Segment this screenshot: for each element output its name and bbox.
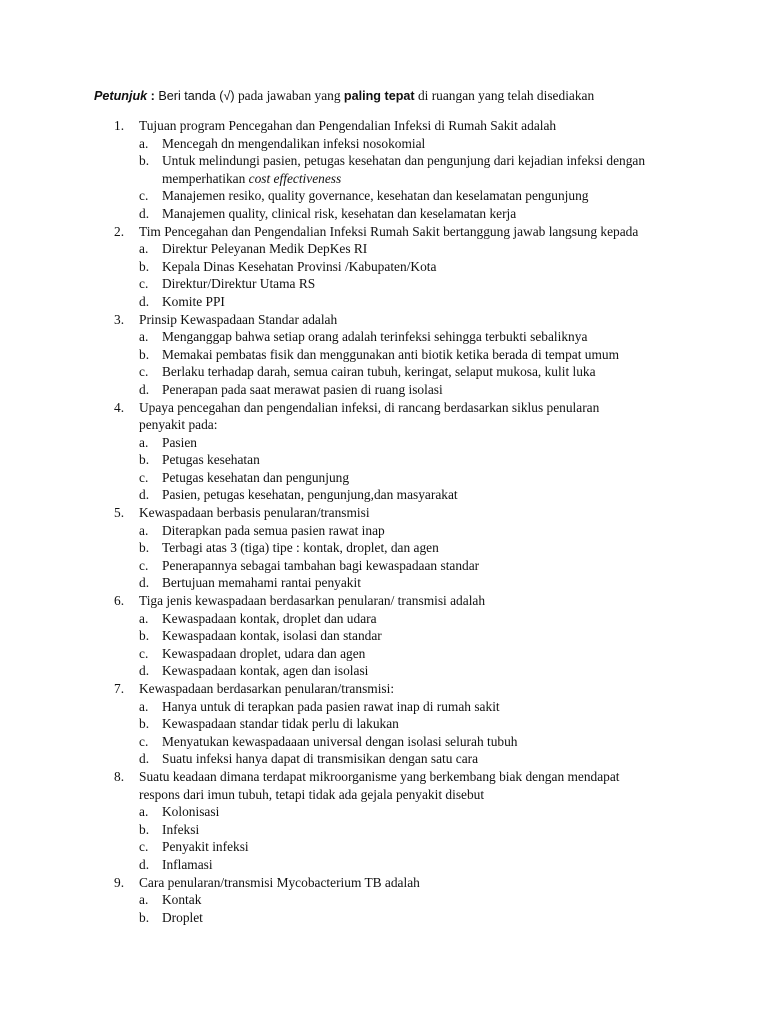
option-text-line [162,152,682,170]
question-text-line: penyakit pada: [139,417,218,433]
option-letter: d. [139,381,150,397]
option-letter: b. [139,346,150,362]
option-italic-text: cost effectiveness [248,170,342,186]
option-letter: d. [139,856,150,872]
option-text-line [162,293,682,311]
option-letter: b. [139,716,150,732]
question-number: 7. [114,681,125,696]
option-text [162,856,682,874]
answer-option[interactable] [0,346,768,364]
option-text [162,293,682,311]
question-text-line: Kewaspadaan berdasarkan penularan/transmisi: [139,681,395,696]
option-text-line [162,803,682,821]
option-text-span: Petugas kesehatan [162,452,260,468]
option-text-line [162,698,682,716]
option-letter: d. [139,575,150,591]
option-text [162,645,682,663]
option-text-span: Untuk melindungi pasien, petugas kesehatan dan pengunjung dari kejadian infeksi dengan [162,153,646,169]
answer-option[interactable] [0,838,768,856]
question-item [0,768,768,803]
option-text-span: Diterapkan pada semua pasien rawat inap [162,522,385,538]
question-text-line: Tim Pencegahan dan Pengendalian Infeksi Rumah Sakit bertanggung jawab langsung kepada [139,223,639,239]
question-item [0,592,768,610]
question-item [0,223,768,241]
option-letter: b. [139,452,150,468]
answer-option[interactable] [0,610,768,628]
instruction-lead: Beri tanda (√) [158,89,235,103]
question-text-line: Cara penularan/transmisi Mycobacterium TB adalah [139,874,420,890]
option-text [162,469,682,487]
question-number: 3. [114,311,125,327]
option-text [162,152,682,187]
option-text [162,891,682,909]
option-text-span: Manajemen resiko, quality governance, kesehatan dan keselamatan pengunjung [162,188,589,204]
option-letter: a. [139,135,149,151]
option-letter: c. [139,276,149,292]
option-text [162,662,682,680]
answer-option[interactable] [0,293,768,311]
option-text-line [162,522,682,540]
option-text [162,733,682,751]
option-text [162,381,682,399]
option-letter: a. [139,804,149,820]
option-text [162,240,682,258]
question-text-line: Prinsip Kewaspadaan Standar adalah [139,311,338,327]
answer-option[interactable] [0,733,768,751]
question-text [139,504,679,522]
instruction-mid: pada jawaban yang [234,88,344,103]
question-list [0,117,768,926]
option-text [162,522,682,540]
option-text-span: Pasien, petugas kesehatan, pengunjung,dan masyarakat [162,487,458,503]
option-text-line [162,363,682,381]
answer-option[interactable] [0,258,768,276]
option-text-span: Menyatukan kewaspadaaan universal dengan isolasi selurah tubuh [162,733,518,749]
option-text-span: Kewaspadaan kontak, droplet dan udara [162,610,377,626]
answer-option[interactable] [0,363,768,381]
option-text [162,187,682,205]
option-letter: d. [139,487,150,503]
question-text [139,680,679,698]
option-text-line [162,539,682,557]
option-text-line [162,328,682,346]
instruction-label: Petunjuk [94,89,148,103]
question-text [139,592,679,610]
option-text-line [162,205,682,223]
answer-option[interactable] [0,328,768,346]
option-letter: a. [139,434,149,450]
option-text-line [162,574,682,592]
option-letter: c. [139,469,149,485]
option-text [162,698,682,716]
question-number: 5. [114,505,125,521]
option-text [162,750,682,768]
option-text [162,838,682,856]
option-letter: d. [139,293,150,309]
option-text [162,328,682,346]
answer-option[interactable] [0,451,768,469]
option-letter: c. [139,645,149,661]
option-text-line [162,346,682,364]
answer-option[interactable] [0,627,768,645]
question-number: 8. [114,768,125,784]
option-letter: a. [139,241,149,257]
option-text-span: Kewaspadaan standar tidak perlu di lakukan [162,716,399,732]
answer-option[interactable] [0,698,768,716]
question-item [0,117,768,135]
option-letter: c. [139,733,149,749]
option-text-line [162,662,682,680]
question-text [139,117,679,135]
option-letter: c. [139,839,149,855]
question-text-line: Tujuan program Pencegahan dan Pengendalian Infeksi di Rumah Sakit adalah [139,118,557,133]
question-text [139,311,679,329]
option-letter: b. [139,540,150,556]
option-text-line [162,258,682,276]
option-text-span: Kewaspadaan kontak, isolasi dan standar [162,628,382,644]
option-text-line [162,240,682,258]
option-text-line [162,733,682,751]
option-text-span: Bertujuan memahami rantai penyakit [162,575,361,591]
answer-option[interactable] [0,856,768,874]
question-text-line: Tiga jenis kewaspadaan berdasarkan penularan/ transmisi adalah [139,593,486,609]
option-letter: d. [139,751,150,767]
question-item [0,311,768,329]
question-text [139,399,679,434]
option-letter: c. [139,188,149,204]
option-text-line [162,434,682,452]
option-text-span: Mencegah dn mengendalikan infeksi nosokomial [162,135,426,151]
option-text-line [162,135,682,153]
option-text [162,258,682,276]
answer-option[interactable] [0,381,768,399]
question-text [139,874,679,892]
option-text [162,821,682,839]
answer-option[interactable] [0,205,768,223]
option-letter: c. [139,364,149,380]
option-text [162,627,682,645]
question-item [0,504,768,522]
option-text [162,135,682,153]
question-number: 4. [114,399,125,415]
option-text-span: Penyakit infeksi [162,839,249,855]
option-text-line [162,750,682,768]
option-text-span: Berlaku terhadap darah, semua cairan tubuh, keringat, selaput mukosa, kulit luka [162,364,596,380]
option-text-line [162,610,682,628]
instruction-tail: di ruangan yang telah disediakan [414,88,595,103]
option-text [162,909,682,927]
answer-option[interactable] [0,645,768,663]
option-letter: a. [139,329,149,345]
option-letter: b. [139,909,150,925]
answer-option[interactable] [0,803,768,821]
answer-option[interactable] [0,750,768,768]
option-text-span: Menganggap bahwa setiap orang adalah terinfeksi sehingga terbukti sebaliknya [162,329,588,345]
answer-option[interactable] [0,486,768,504]
option-text-span: Infeksi [162,821,200,837]
option-text [162,363,682,381]
option-text-line [162,187,682,205]
option-text [162,715,682,733]
question-number: 6. [114,593,125,609]
option-text-span: Penerapannya sebagai tambahan bagi kewaspadaan standar [162,557,480,573]
option-text-span: Kewaspadaan kontak, agen dan isolasi [162,663,369,679]
option-text-span: memperhatikan [162,170,249,186]
option-text-line [162,856,682,874]
answer-option[interactable] [0,715,768,733]
question-text-line: respons dari imun tubuh, tetapi tidak ada gejala penyakit disebut [139,786,485,802]
question-text-line: Upaya pencegahan dan pengendalian infeksi, di rancang berdasarkan siklus penularan [139,399,600,415]
option-text [162,557,682,575]
option-text [162,574,682,592]
option-letter: d. [139,205,150,221]
option-text [162,275,682,293]
option-text-span: Kontak [162,892,202,908]
question-text-line: Kewaspadaan berbasis penularan/transmisi [139,505,370,521]
instruction-emphasis: paling tepat [343,89,415,103]
answer-option[interactable] [0,152,768,187]
option-text-span: Manajemen quality, clinical risk, kesehatan dan keselamatan kerja [162,205,517,221]
answer-option[interactable] [0,821,768,839]
option-text-span: Penerapan pada saat merawat pasien di ruang isolasi [162,381,443,397]
option-text-span: Kepala Dinas Kesehatan Provinsi /Kabupaten/Kota [162,258,437,274]
question-number: 9. [114,874,125,890]
question-item [0,874,768,892]
option-text-span: Petugas kesehatan dan pengunjung [162,469,350,485]
option-letter: a. [139,892,149,908]
option-text-span: Komite PPI [162,293,225,309]
answer-option[interactable] [0,275,768,293]
option-text [162,205,682,223]
option-letter: b. [139,628,150,644]
option-text-span: Direktur/Direktur Utama RS [162,276,316,292]
option-text-line [162,469,682,487]
question-item [0,680,768,698]
option-text-span: Terbagi atas 3 (tiga) tipe : kontak, droplet, dan agen [162,540,439,556]
option-letter: b. [139,153,150,169]
answer-option[interactable] [0,240,768,258]
option-text-line [162,715,682,733]
instruction-colon: : [147,89,159,103]
option-text-line [162,838,682,856]
option-text-line [162,451,682,469]
option-letter: b. [139,821,150,837]
option-text [162,539,682,557]
question-text-line: Suatu keadaan dimana terdapat mikroorganisme yang berkembang biak dengan mendapat [139,768,620,784]
answer-option[interactable] [0,187,768,205]
option-text-line [162,909,682,927]
option-text-span: Inflamasi [162,856,213,872]
answer-option[interactable] [0,522,768,540]
option-text-line [162,627,682,645]
answer-option[interactable] [0,135,768,153]
question-number: 1. [114,118,125,133]
question-text [139,768,679,803]
option-text-line [162,170,682,188]
question-text [139,223,679,241]
question-item [0,399,768,434]
option-text-span: Pasien [162,434,197,450]
option-letter: a. [139,698,149,714]
option-text-line [162,821,682,839]
option-text-line [162,486,682,504]
answer-option[interactable] [0,574,768,592]
option-text-span: Direktur Peleyanan Medik DepKes RI [162,241,368,257]
answer-option[interactable] [0,469,768,487]
option-text [162,610,682,628]
option-text-span: Suatu infeksi hanya dapat di transmisikan dengan satu cara [162,751,479,767]
answer-option[interactable] [0,539,768,557]
option-text [162,434,682,452]
option-text-span: Kolonisasi [162,804,220,820]
option-text-span: Kewaspadaan droplet, udara dan agen [162,645,366,661]
option-text-line [162,645,682,663]
option-text-span: Hanya untuk di terapkan pada pasien rawat inap di rumah sakit [162,698,500,714]
option-text-line [162,891,682,909]
answer-option[interactable] [0,891,768,909]
option-letter: d. [139,663,150,679]
option-letter: c. [139,557,149,573]
option-text [162,346,682,364]
option-text-line [162,381,682,399]
answer-option[interactable] [0,909,768,927]
option-text [162,803,682,821]
answer-option[interactable] [0,662,768,680]
answer-option[interactable] [0,557,768,575]
option-text-line [162,557,682,575]
option-text [162,486,682,504]
option-letter: b. [139,258,150,274]
instruction-line [94,87,594,105]
option-text-span: Droplet [162,909,203,925]
option-letter: a. [139,610,149,626]
option-text-line [162,275,682,293]
answer-option[interactable] [0,434,768,452]
option-text [162,451,682,469]
option-text-span: Memakai pembatas fisik dan menggunakan anti biotik ketika berada di tempat umum [162,346,620,362]
question-number: 2. [114,223,125,239]
option-letter: a. [139,522,149,538]
